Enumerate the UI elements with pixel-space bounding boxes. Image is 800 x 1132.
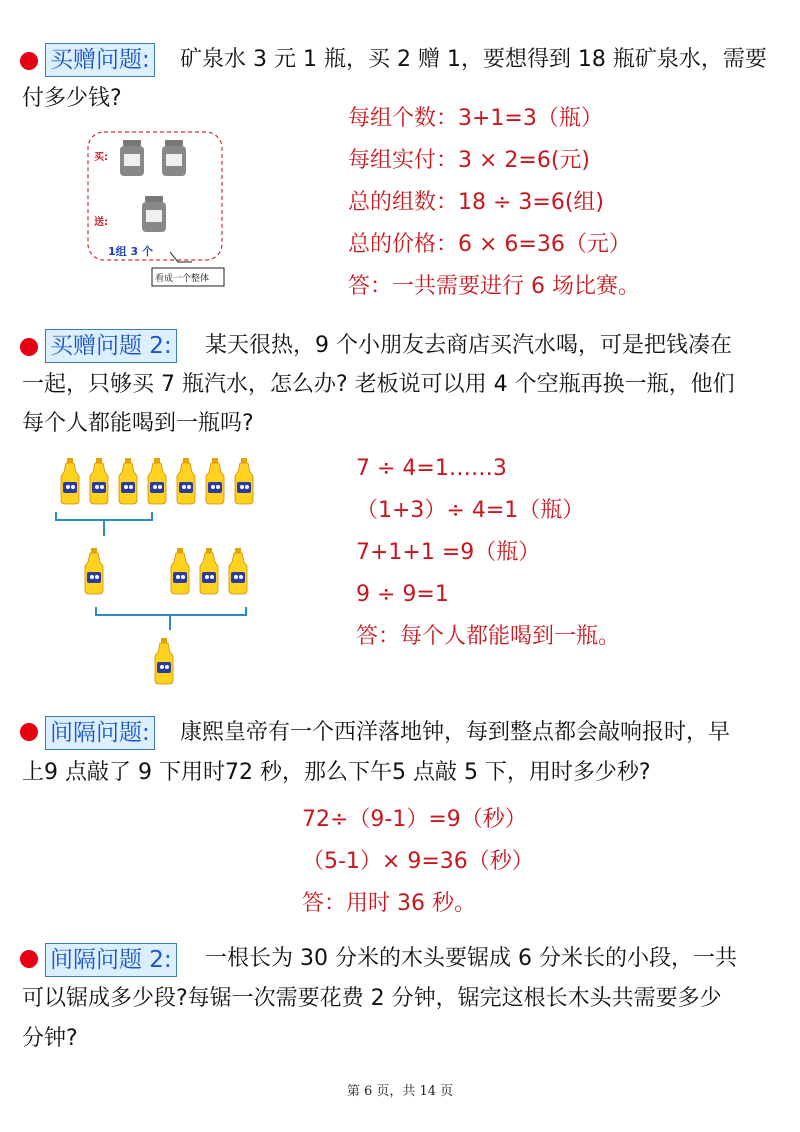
answer-line: 9 ÷ 9=1 [356,582,449,607]
answer-line: 7 ÷ 4=1……3 [356,456,507,481]
question-text: 可以锯成多少段?每锯一次需要花费 2 分钟，锯完这根长木头共需要多少 [22,986,722,1011]
question-text: 每个人都能喝到一瓶吗? [22,411,254,436]
gift-label: 送: [94,217,108,228]
soda-bottle-diagram [48,452,268,697]
buy-label: 买: [94,152,108,163]
bullet-icon [20,52,38,70]
page-footer: 第 6 页，共 14 页 [346,1084,454,1099]
answer-line: （5-1）× 9=36（秒） [302,849,534,874]
question-text: 分钟? [22,1026,78,1051]
group-label: 1组 3 个 [108,245,153,258]
buy-gift-diagram [82,128,232,298]
bottle-icon [120,140,144,176]
answer-line: （1+3）÷ 4=1（瓶） [356,498,585,523]
answer-line: 72÷（9-1）=9（秒） [302,807,527,832]
bottle-icon [142,196,166,232]
section-title: 买赠问题: [45,43,155,77]
answer-line: 答：每个人都能喝到一瓶。 [356,624,621,649]
question-text: 某天很热，9 个小朋友去商店买汽水喝，可是把钱凑在 [205,333,732,358]
question-text: 一起，只够买 7 瓶汽水，怎么办? 老板说可以用 4 个空瓶再换一瓶，他们 [22,372,735,397]
bottle-icon [162,140,186,176]
answer-line: 答：用时 36 秒。 [302,891,476,916]
question-text: 付多少钱? [22,86,122,111]
note-label: 看成一个整体 [155,274,210,284]
answer-line: 每组实付：3 × 2=6(元) [348,148,591,173]
question-text: 康熙皇帝有一个西洋落地钟，每到整点都会敲响报时，早 [180,720,731,745]
bullet-icon [20,723,38,741]
answer-line: 答：一共需要进行 6 场比赛。 [348,274,640,299]
question-text: 上9 点敲了 9 下用时72 秒，那么下午5 点敲 5 下，用时多少秒? [22,760,651,785]
bullet-icon [20,338,38,356]
answer-line: 总的组数：18 ÷ 3=6(组) [348,190,605,215]
section-title: 买赠问题 2: [45,329,177,363]
answer-line: 总的价格：6 × 6=36（元） [348,232,631,257]
bullet-icon [20,950,38,968]
section-title: 间隔问题 2: [45,943,177,977]
answer-line: 7+1+1 =9（瓶） [356,540,541,565]
question-text: 矿泉水 3 元 1 瓶，买 2 赠 1，要想得到 18 瓶矿泉水，需要 [180,47,767,72]
question-text: 一根长为 30 分米的木头要锯成 6 分米长的小段，一共 [205,946,737,971]
answer-line: 每组个数：3+1=3（瓶） [348,106,603,131]
section-title: 间隔问题: [45,716,155,750]
